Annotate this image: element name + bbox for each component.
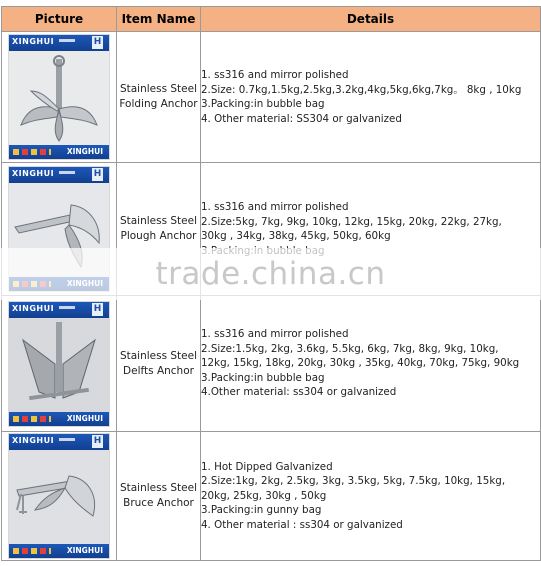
picture-cell [2,432,117,561]
detail-line: 12kg, 15kg, 18kg, 20kg, 30kg , 35kg, 40kg, 70kg, 75kg, 90kg [201,357,520,370]
picture-cell [2,296,117,432]
item-name-line: Plough Anchor [120,230,197,242]
details-cell [201,296,541,432]
detail-line: 20kg, 25kg, 30kg , 50kg [201,489,327,502]
table-row [2,432,541,561]
item-name-line: Stainless Steel [119,215,198,227]
footer-brand: XINGHUI [66,546,103,555]
item-name-line: Stainless Steel [119,482,198,494]
detail-line: 1. ss316 and mirror polished [201,328,349,341]
detail-line: 3.Packing:in bubble bag [201,98,325,110]
details-cell [201,32,541,163]
watermark-band [0,248,541,300]
detail-line: 4. Other material : ss304 or galvanized [201,518,403,531]
item-name-cell [117,296,201,432]
item-name-line: Stainless Steel [119,83,198,95]
item-name-cell [117,32,201,163]
item-name-line: Stainless Steel [119,349,198,362]
detail-line: 1. ss316 and mirror polished [201,201,349,213]
bruce-anchor-image: XINGHUI H XINGHUI [8,433,110,559]
table-header-row [2,7,541,32]
detail-line: 2.Size:5kg, 7kg, 9kg, 10kg, 12kg, 15kg, 20kg, 22kg, 27kg, [201,215,502,228]
detail-line: 3.Packing:in gunny bag [201,504,322,517]
table-row [2,32,541,163]
header-details: Details [201,7,541,32]
header-item-name: Item Name [117,7,201,32]
detail-line: 1. ss316 and mirror polished [201,69,349,81]
detail-line: 3.Packing:in bubble bag [201,371,325,384]
folding-anchor-image: XINGHUI H XINGHUI [8,34,110,160]
delfts-anchor-image: XINGHUI H XINGHUI [8,301,110,427]
item-name-line: Folding Anchor [119,98,198,110]
footer-brand: XINGHUI [66,413,103,423]
item-name-line: Bruce Anchor [123,497,194,509]
plough-anchor-image: XINGHUI H [8,166,110,292]
brand-label: XINGHUI [12,37,55,46]
brand-label: XINGHUI [12,169,55,178]
detail-line: 2.Size:1.5kg, 2kg, 3.6kg, 5.5kg, 6kg, 7kg, 8kg, 9kg, 10kg, [201,342,499,355]
detail-line: 4.Other material: ss304 or galvanized [201,386,397,399]
watermark-text: trade.china.cn [155,256,386,292]
brand-label: XINGHUI [12,303,55,313]
detail-line: 4. Other material: SS304 or galvanized [201,112,402,125]
header-picture: Picture [2,7,117,32]
details-cell [201,432,541,561]
footer-brand: XINGHUI [66,147,103,156]
picture-cell [2,32,117,163]
detail-line: 2.Size:1kg, 2kg, 2.5kg, 3kg, 3.5kg, 5kg, 7.5kg, 10kg, 15kg, [201,475,506,488]
item-name-cell [117,432,201,561]
table-row [2,296,541,432]
brand-label: XINGHUI [12,436,55,445]
detail-line: 2.Size: 0.7kg,1.5kg,2.5kg,3.2kg,4kg,5kg,6kg,7kg。 8kg , 10kg [201,83,522,96]
detail-line: 1. Hot Dipped Galvanized [201,460,333,473]
detail-line: 30kg , 34kg, 38kg, 45kg, 50kg, 60kg [201,230,391,242]
item-name-line: Delfts Anchor [123,364,194,377]
